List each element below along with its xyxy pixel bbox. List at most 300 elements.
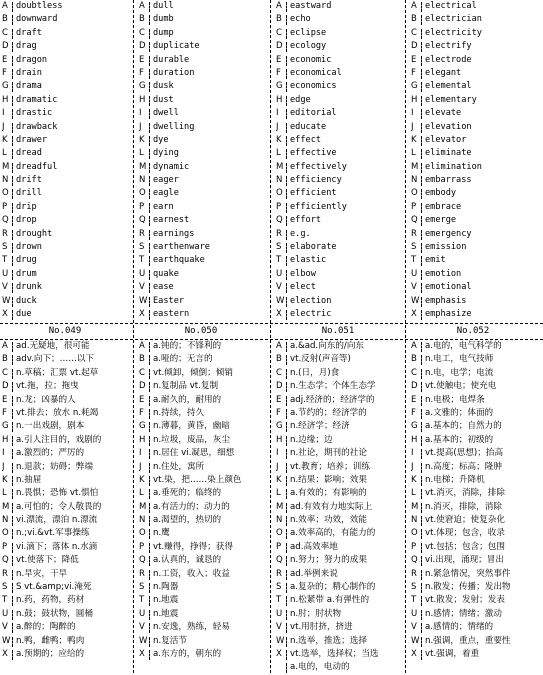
row-separator bbox=[12, 623, 13, 633]
list-item bbox=[411, 353, 541, 366]
list-item bbox=[139, 474, 269, 487]
item-letter: W bbox=[2, 635, 11, 646]
row-separator bbox=[12, 637, 13, 647]
item-letter: L bbox=[139, 148, 144, 159]
item-letter: D bbox=[411, 381, 418, 392]
item-letter: C bbox=[2, 27, 8, 38]
row-separator bbox=[149, 570, 150, 580]
list-item bbox=[139, 635, 269, 648]
list-item bbox=[139, 107, 269, 120]
row-separator bbox=[12, 15, 13, 25]
vocab-word: elevation bbox=[425, 121, 472, 132]
item-letter: I bbox=[411, 108, 414, 119]
vocab-word: emotion bbox=[425, 268, 462, 279]
row-separator bbox=[12, 163, 13, 173]
row-separator bbox=[421, 476, 422, 486]
vocab-meaning: a.东方的，朝东的 bbox=[153, 648, 222, 659]
row-separator bbox=[12, 176, 13, 186]
list-item bbox=[276, 648, 406, 661]
row-separator bbox=[286, 2, 287, 12]
item-letter: G bbox=[276, 81, 283, 92]
list-item bbox=[2, 514, 132, 527]
vocab-meaning: vi.出现，涌现；冒出 bbox=[425, 555, 504, 566]
list-item bbox=[411, 434, 541, 447]
list-item bbox=[411, 541, 541, 554]
list-item bbox=[276, 340, 406, 353]
list-item bbox=[276, 367, 406, 380]
item-letter: N bbox=[2, 515, 9, 526]
list-item bbox=[2, 461, 132, 474]
list-item bbox=[411, 0, 541, 13]
row-separator bbox=[286, 449, 287, 459]
item-letter: E bbox=[2, 394, 8, 405]
item-letter: V bbox=[139, 622, 145, 633]
row-separator bbox=[286, 136, 287, 146]
list-item bbox=[276, 187, 406, 200]
item-letter: P bbox=[2, 201, 8, 212]
item-letter: T bbox=[276, 255, 282, 266]
vocab-word: drama bbox=[16, 81, 42, 92]
list-item bbox=[276, 635, 406, 648]
item-letter: M bbox=[411, 501, 419, 512]
vocab-word: electrode bbox=[425, 54, 472, 65]
item-letter: U bbox=[276, 608, 283, 619]
item-letter: L bbox=[276, 148, 281, 159]
list-item bbox=[139, 367, 269, 380]
item-letter: X bbox=[139, 308, 145, 319]
vocab-word: quake bbox=[153, 268, 179, 279]
vocab-meaning: a.效率高的，有能力的 bbox=[290, 528, 376, 539]
list-item bbox=[411, 94, 541, 107]
vocab-meaning: a.哑的；无言的 bbox=[153, 354, 213, 365]
vocab-word: drip bbox=[16, 201, 37, 212]
vocab-meaning: ad.举例来说 bbox=[290, 568, 338, 579]
list-item bbox=[139, 581, 269, 594]
list-item bbox=[276, 121, 406, 134]
list-item bbox=[2, 254, 132, 267]
row-separator bbox=[12, 136, 13, 146]
vocab-meaning: vt.用肘挤，挤进 bbox=[290, 622, 353, 633]
item-letter: B bbox=[2, 14, 8, 25]
item-letter: K bbox=[2, 474, 8, 485]
vocab-meaning: ad.无疑地，很可能 bbox=[16, 341, 90, 351]
item-letter: A bbox=[411, 1, 417, 11]
row-separator bbox=[12, 42, 13, 52]
vocab-word: duration bbox=[153, 67, 195, 78]
item-letter: E bbox=[276, 394, 282, 405]
vocab-meaning: n.陶器 bbox=[153, 582, 179, 593]
list-item bbox=[276, 161, 406, 174]
row-separator bbox=[149, 230, 150, 240]
item-letter: J bbox=[411, 121, 414, 132]
item-letter: I bbox=[139, 108, 142, 119]
row-separator bbox=[286, 610, 287, 620]
row-separator bbox=[421, 422, 422, 432]
item-letter: R bbox=[2, 228, 8, 239]
item-letter: F bbox=[139, 67, 144, 78]
list-item bbox=[2, 187, 132, 200]
item-letter: T bbox=[139, 595, 145, 606]
vocab-word: eliminate bbox=[425, 148, 472, 159]
item-letter: H bbox=[276, 434, 283, 445]
row-separator bbox=[12, 449, 13, 459]
row-separator bbox=[149, 637, 150, 647]
list-item bbox=[411, 107, 541, 120]
list-item bbox=[139, 308, 269, 321]
row-separator bbox=[421, 436, 422, 446]
vocab-meaning: n.散发；传播；发出物 bbox=[425, 582, 511, 593]
vocab-word: effective bbox=[290, 148, 337, 159]
item-letter: C bbox=[139, 27, 145, 38]
vocab-meaning: n.感情；情绪；激动 bbox=[425, 608, 502, 619]
list-item bbox=[139, 554, 269, 567]
vocab-word: e.g. bbox=[290, 228, 311, 239]
item-letter: L bbox=[139, 488, 144, 499]
row-separator bbox=[421, 297, 422, 307]
list-item bbox=[276, 394, 406, 407]
list-item bbox=[139, 541, 269, 554]
vocab-word: electric bbox=[290, 308, 332, 319]
row-separator bbox=[12, 529, 13, 539]
item-letter: B bbox=[411, 354, 417, 365]
item-letter: L bbox=[2, 488, 7, 499]
item-letter: J bbox=[139, 121, 142, 132]
vocab-word: economic bbox=[290, 54, 332, 65]
vocab-meaning: a.引人注目的，戏剧的 bbox=[16, 434, 102, 445]
row-separator bbox=[149, 529, 150, 539]
item-letter: X bbox=[411, 308, 417, 319]
vocab-meaning: a.有活力的；动力的 bbox=[153, 501, 230, 512]
list-item bbox=[411, 501, 541, 514]
vocab-word: elevate bbox=[425, 108, 462, 119]
item-letter: D bbox=[139, 381, 146, 392]
row-separator bbox=[421, 650, 422, 660]
item-letter: H bbox=[139, 434, 146, 445]
page-number-051: No.051 bbox=[321, 326, 355, 336]
row-separator bbox=[12, 342, 13, 352]
item-letter: A bbox=[276, 1, 282, 11]
list-item bbox=[276, 621, 406, 634]
item-letter: R bbox=[139, 228, 145, 239]
item-letter: O bbox=[139, 188, 146, 199]
vocab-word: emphasis bbox=[425, 295, 467, 306]
row-separator bbox=[149, 310, 150, 320]
list-item bbox=[411, 13, 541, 26]
vocab-word: earn bbox=[153, 201, 174, 212]
vocab-word: elimination bbox=[425, 161, 482, 172]
item-letter: R bbox=[411, 568, 417, 579]
list-item bbox=[276, 581, 406, 594]
vocab-meaning: a.垂死的；临终的 bbox=[153, 488, 222, 499]
row-separator bbox=[286, 270, 287, 280]
item-letter: G bbox=[276, 421, 283, 432]
row-separator bbox=[286, 355, 287, 365]
item-letter: P bbox=[2, 541, 8, 552]
row-separator bbox=[12, 422, 13, 432]
list-item bbox=[276, 420, 406, 433]
vocab-word: drunk bbox=[16, 282, 42, 293]
list-item bbox=[139, 80, 269, 93]
row-separator bbox=[286, 556, 287, 566]
row-separator bbox=[421, 570, 422, 580]
row-separator bbox=[12, 543, 13, 553]
vocab-word: efficiently bbox=[290, 201, 347, 212]
vocab-word: drum bbox=[16, 268, 37, 279]
item-letter: G bbox=[2, 81, 9, 92]
list-item bbox=[411, 380, 541, 393]
vocab-meaning: vt.使触电；使充电 bbox=[425, 381, 497, 392]
list-item bbox=[2, 228, 132, 241]
item-letter: J bbox=[2, 121, 5, 132]
vocab-column bbox=[2, 340, 132, 661]
vocab-word: effort bbox=[290, 215, 322, 226]
row-separator bbox=[421, 543, 422, 553]
vocab-word: dwelling bbox=[153, 121, 195, 132]
list-item bbox=[2, 80, 132, 93]
vocab-word: electrical bbox=[425, 1, 477, 11]
row-separator bbox=[421, 637, 422, 647]
row-separator bbox=[421, 29, 422, 39]
row-separator bbox=[421, 149, 422, 159]
list-item bbox=[2, 214, 132, 227]
vocab-column bbox=[411, 0, 541, 321]
item-letter: R bbox=[276, 568, 282, 579]
list-item bbox=[139, 161, 269, 174]
row-separator bbox=[286, 543, 287, 553]
item-letter: F bbox=[276, 67, 281, 78]
row-separator bbox=[149, 449, 150, 459]
item-letter: S bbox=[411, 582, 417, 593]
item-letter: J bbox=[276, 121, 279, 132]
list-item bbox=[2, 407, 132, 420]
row-separator bbox=[421, 409, 422, 419]
item-letter: K bbox=[2, 134, 8, 145]
row-separator bbox=[12, 96, 13, 106]
row-separator bbox=[286, 382, 287, 392]
item-letter: I bbox=[2, 448, 5, 459]
list-item bbox=[2, 161, 132, 174]
list-item bbox=[276, 241, 406, 254]
list-item bbox=[411, 228, 541, 241]
item-letter: X bbox=[276, 648, 282, 659]
list-item bbox=[139, 268, 269, 281]
item-letter: C bbox=[411, 367, 417, 378]
vocab-word: efficiency bbox=[290, 175, 342, 186]
list-item bbox=[2, 13, 132, 26]
list-item bbox=[139, 13, 269, 26]
list-item bbox=[276, 54, 406, 67]
vocab-meaning: a.认真的，诚恳的 bbox=[153, 555, 222, 566]
item-letter: Q bbox=[411, 555, 418, 566]
row-separator bbox=[286, 69, 287, 79]
item-letter: G bbox=[139, 81, 146, 92]
vocab-word: effect bbox=[290, 134, 322, 145]
item-letter: H bbox=[411, 434, 418, 445]
vocab-meaning: vt.强调，着重 bbox=[425, 648, 480, 659]
row-separator bbox=[421, 556, 422, 566]
row-separator bbox=[149, 176, 150, 186]
row-separator bbox=[286, 96, 287, 106]
vocab-meaning: vt.使窘迫；使复杂化 bbox=[425, 515, 505, 526]
item-letter: L bbox=[411, 488, 416, 499]
item-letter: A bbox=[139, 341, 145, 351]
row-separator bbox=[421, 270, 422, 280]
row-separator bbox=[149, 189, 150, 199]
row-separator bbox=[421, 489, 422, 499]
vocab-meaning: n.社论，期刊的社论 bbox=[290, 448, 367, 459]
list-item bbox=[139, 27, 269, 40]
vocab-word: dreadful bbox=[16, 161, 58, 172]
item-letter: A bbox=[139, 1, 145, 11]
item-letter: J bbox=[2, 461, 5, 472]
vocab-meaning: n.结果；影响；效果 bbox=[290, 474, 367, 485]
list-item bbox=[139, 648, 269, 661]
item-letter: D bbox=[2, 41, 9, 52]
row-separator bbox=[421, 42, 422, 52]
list-item bbox=[276, 554, 406, 567]
vocab-meaning: n.地震 bbox=[153, 608, 179, 619]
row-separator bbox=[12, 489, 13, 499]
vocab-word: drill bbox=[16, 188, 42, 199]
row-separator bbox=[286, 256, 287, 266]
list-item bbox=[276, 147, 406, 160]
item-letter: F bbox=[139, 407, 144, 418]
vocab-meaning: n.选举，推选；选择 bbox=[290, 635, 367, 646]
vocab-word: emerge bbox=[425, 215, 457, 226]
list-item bbox=[411, 474, 541, 487]
row-separator bbox=[421, 56, 422, 66]
item-letter: O bbox=[411, 528, 418, 539]
vocab-meaning: n.居住 vi.凝思，细想 bbox=[153, 448, 235, 459]
vocab-word: eclipse bbox=[290, 27, 327, 38]
row-separator bbox=[149, 610, 150, 620]
list-item bbox=[139, 147, 269, 160]
row-separator bbox=[286, 82, 287, 92]
row-separator bbox=[149, 243, 150, 253]
item-letter: Q bbox=[276, 555, 283, 566]
row-separator bbox=[286, 422, 287, 432]
row-separator bbox=[149, 556, 150, 566]
item-letter: K bbox=[276, 134, 282, 145]
list-item bbox=[411, 648, 541, 661]
vocab-word: draft bbox=[16, 27, 42, 38]
row-separator bbox=[149, 382, 150, 392]
row-separator bbox=[149, 283, 150, 293]
row-separator bbox=[149, 650, 150, 660]
vocab-word: elastic bbox=[290, 255, 327, 266]
vocab-word: earthenware bbox=[153, 242, 210, 253]
item-letter: N bbox=[2, 175, 9, 186]
vocab-meaning: a.基本的；初级的 bbox=[425, 434, 494, 445]
vocab-word: earthquake bbox=[153, 255, 205, 266]
item-letter: W bbox=[276, 635, 285, 646]
row-separator bbox=[421, 369, 422, 379]
item-letter: W bbox=[139, 295, 148, 306]
list-item bbox=[139, 461, 269, 474]
list-item bbox=[276, 295, 406, 308]
item-letter: F bbox=[276, 407, 281, 418]
list-item bbox=[2, 608, 132, 621]
vocab-column bbox=[276, 340, 406, 675]
vocab-meaning: a.渴望的，热切的 bbox=[153, 515, 222, 526]
row-separator bbox=[286, 409, 287, 419]
list-item bbox=[2, 107, 132, 120]
row-separator bbox=[149, 396, 150, 406]
list-item bbox=[2, 594, 132, 607]
item-letter: R bbox=[411, 228, 417, 239]
list-item bbox=[2, 541, 132, 554]
item-letter: K bbox=[139, 474, 145, 485]
item-letter: C bbox=[139, 367, 145, 378]
row-separator bbox=[149, 409, 150, 419]
list-item bbox=[411, 514, 541, 527]
item-letter: U bbox=[276, 268, 283, 279]
vocab-word: embarrass bbox=[425, 175, 472, 186]
item-letter: M bbox=[411, 161, 419, 172]
item-letter: T bbox=[276, 595, 282, 606]
vocab-word: economical bbox=[290, 67, 342, 78]
vocab-meaning: a.钝的；不锋利的 bbox=[153, 341, 222, 351]
list-item bbox=[139, 228, 269, 241]
row-separator bbox=[12, 503, 13, 513]
vocab-meaning: n.经济学；经济 bbox=[290, 421, 350, 432]
item-letter: D bbox=[276, 381, 283, 392]
list-item bbox=[139, 67, 269, 80]
vocab-meaning: a.耐久的，耐用的 bbox=[153, 394, 222, 405]
item-letter: W bbox=[276, 295, 285, 306]
row-separator bbox=[286, 163, 287, 173]
list-item bbox=[139, 568, 269, 581]
vocab-meaning: n.(日，月)食 bbox=[290, 367, 340, 378]
vocab-word: edge bbox=[290, 94, 311, 105]
row-separator bbox=[149, 369, 150, 379]
vocab-meaning: n.效率；功效，效能 bbox=[290, 515, 367, 526]
vocab-word: emission bbox=[425, 242, 467, 253]
list-item bbox=[2, 201, 132, 214]
vocab-column bbox=[139, 0, 269, 321]
item-letter: U bbox=[2, 608, 9, 619]
row-separator bbox=[286, 297, 287, 307]
row-separator bbox=[286, 637, 287, 647]
list-item bbox=[411, 461, 541, 474]
vocab-meaning: a.感情的；情绪的 bbox=[425, 622, 494, 633]
item-letter: B bbox=[139, 14, 145, 25]
vocab-word: elbow bbox=[290, 268, 316, 279]
vocab-word: eastern bbox=[153, 308, 190, 319]
row-separator bbox=[149, 136, 150, 146]
row-separator bbox=[149, 109, 150, 119]
row-separator bbox=[12, 256, 13, 266]
vocab-meaning: vi.漂流，漂泊 n.漂流 bbox=[16, 515, 98, 526]
list-item bbox=[2, 340, 132, 353]
row-separator bbox=[149, 489, 150, 499]
item-letter: D bbox=[2, 381, 9, 392]
row-separator bbox=[286, 310, 287, 320]
list-item bbox=[139, 594, 269, 607]
vocab-meaning: vi.滴下；落体 n.水滴 bbox=[16, 541, 98, 552]
list-item bbox=[276, 568, 406, 581]
vocab-word: dramatic bbox=[16, 94, 58, 105]
item-letter: O bbox=[411, 188, 418, 199]
item-letter: I bbox=[276, 448, 279, 459]
page-number-049: No.049 bbox=[48, 326, 82, 336]
row-separator bbox=[149, 256, 150, 266]
list-item bbox=[411, 174, 541, 187]
row-separator bbox=[12, 382, 13, 392]
vocab-meaning: a.激烈的；严厉的 bbox=[16, 448, 85, 459]
item-letter: M bbox=[2, 161, 10, 172]
vocab-word: dye bbox=[153, 134, 169, 145]
